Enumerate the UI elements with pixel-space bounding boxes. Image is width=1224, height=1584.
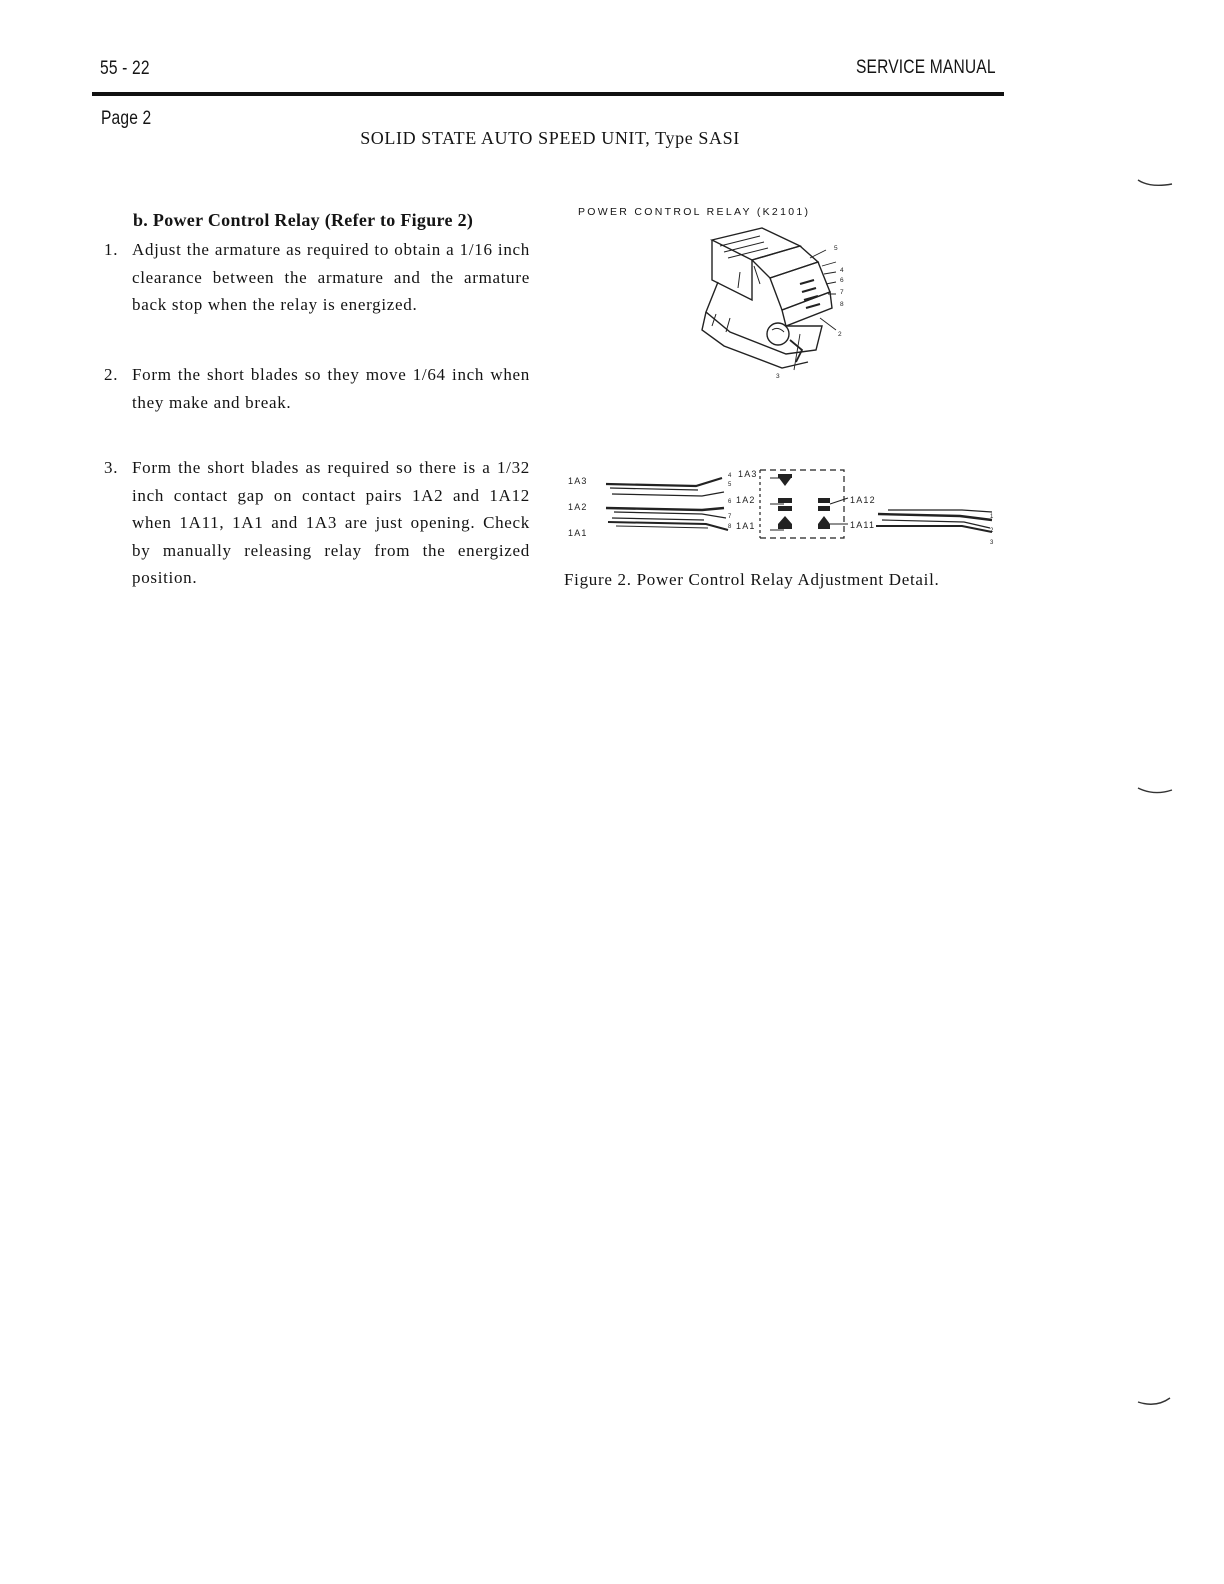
relay-illustration [690, 222, 870, 382]
num-1: 1 [990, 514, 994, 520]
num-5: 5 [728, 482, 732, 488]
callout-2: 2 [838, 331, 842, 338]
relay-frame-side [712, 240, 752, 300]
num-3: 3 [990, 540, 994, 546]
relay-coil-end [767, 323, 789, 345]
num-4: 4 [728, 473, 732, 479]
header-rule [92, 92, 1004, 96]
scan-mark [1136, 786, 1176, 800]
document-title: SOLID STATE AUTO SPEED UNIT, Type SASI [360, 128, 740, 148]
callout-6: 6 [840, 277, 844, 284]
num-7: 7 [728, 514, 732, 520]
figure-top-label: POWER CONTROL RELAY (K2101) [578, 206, 811, 218]
contact-detail-diagram [562, 458, 1002, 550]
page-label: Page 2 [101, 108, 152, 129]
manual-title: SERVICE MANUAL [856, 57, 996, 78]
section-heading: b. Power Control Relay (Refer to Figure 2) [133, 210, 474, 230]
callout-7: 7 [840, 289, 844, 296]
label-1A2-inner: 1A2 [736, 495, 756, 505]
scan-mark [1136, 176, 1176, 190]
label-1A12: 1A12 [850, 495, 876, 505]
step-text: Form the short blades as required so there is a 1/32 inch contact gap on contact pairs 1A2 and 1A12 when 1A11, 1A1 and 1A3 are just opening. Check by manually releasing relay from the energized position. [132, 458, 530, 587]
num-2: 2 [990, 528, 994, 534]
label-1A3-inner: 1A3 [738, 469, 758, 479]
step-number: 1. [104, 240, 119, 259]
scan-mark [1136, 1396, 1176, 1410]
label-1A1-inner: 1A1 [736, 521, 756, 531]
callout-5: 5 [834, 245, 838, 252]
label-1A2-left: 1A2 [568, 502, 588, 512]
step-number: 3. [104, 458, 119, 477]
callout-8: 8 [840, 301, 844, 308]
step-text: Form the short blades so they move 1/64 inch when they make and break. [132, 365, 530, 412]
label-1A11: 1A11 [850, 520, 876, 530]
num-6: 6 [728, 499, 732, 505]
page-number: 55 - 22 [100, 58, 150, 79]
step-number: 2. [104, 365, 119, 384]
label-1A3-left: 1A3 [568, 476, 588, 486]
callout-3: 3 [776, 373, 780, 380]
figure-caption: Figure 2. Power Control Relay Adjustment Detail. [564, 570, 940, 589]
step-text: Adjust the armature as required to obtain a 1/16 inch clearance between the armature and the armature back stop when the relay is energized. [132, 240, 530, 314]
label-1A1-left: 1A1 [568, 528, 588, 538]
callout-4: 4 [840, 267, 844, 274]
num-8: 8 [728, 524, 732, 530]
